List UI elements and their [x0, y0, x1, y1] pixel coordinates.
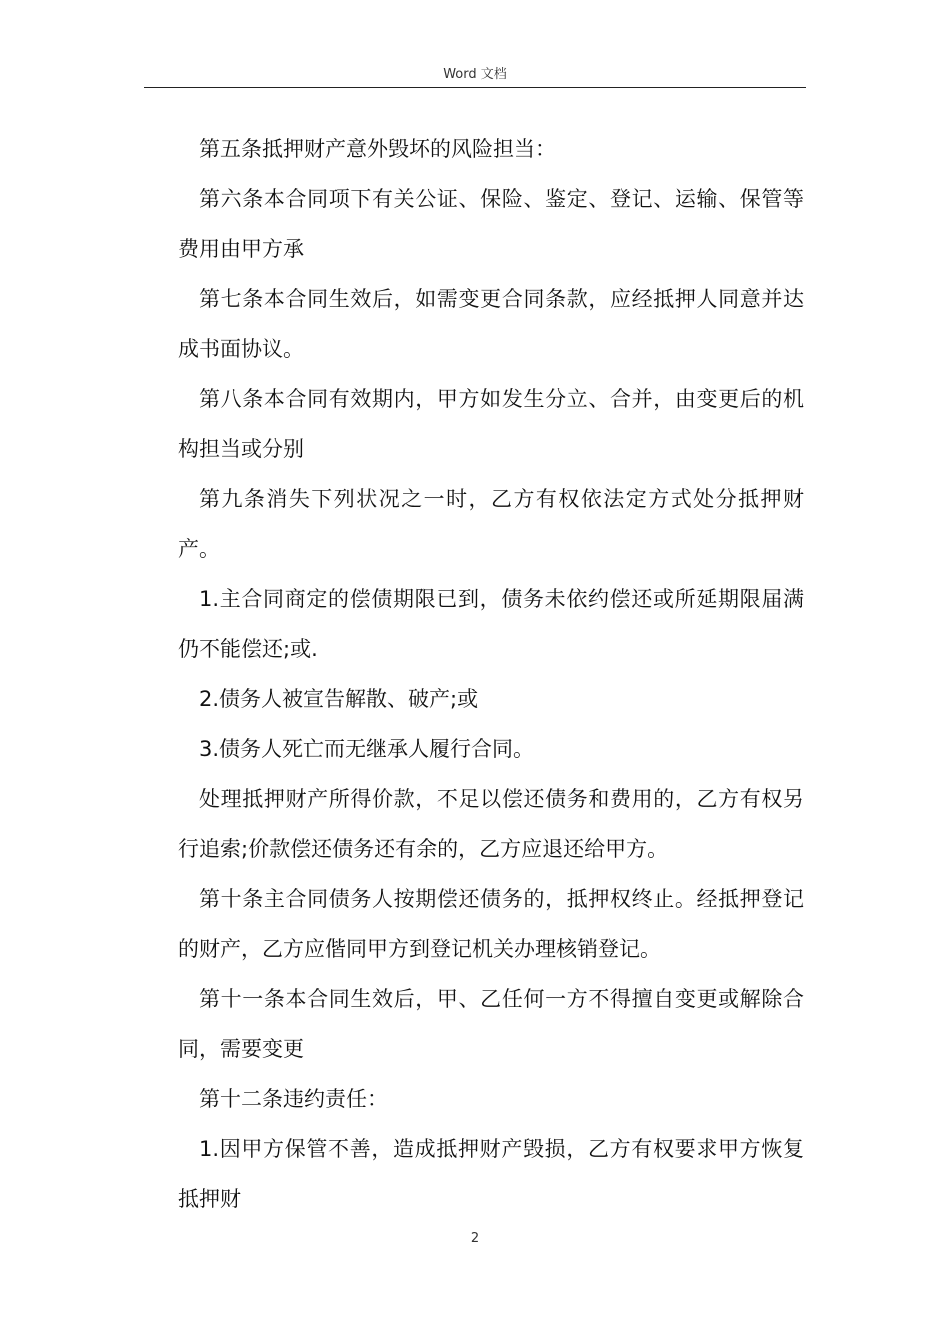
- header-divider: [144, 87, 806, 88]
- clause-8-paragraph: 第八条本合同有效期内，甲方如发生分立、合并，由变更后的机构担当或分别: [178, 387, 804, 461]
- clause-5-paragraph: 第五条抵押财产意外毁坏的风险担当：: [199, 137, 556, 161]
- clause-9-item-3: 3.债务人死亡而无继承人履行合同。: [199, 737, 535, 761]
- clause-6-paragraph: 第六条本合同项下有关公证、保险、鉴定、登记、运输、保管等费用由甲方承: [178, 187, 804, 261]
- clause-12-paragraph: 第十二条违约责任：: [199, 1087, 388, 1111]
- page-header-title: Word 文档: [443, 67, 507, 82]
- page-number: 2: [470, 1231, 480, 1246]
- clause-9-item-2: 2.债务人被宣告解散、破产;或: [199, 687, 479, 711]
- document-body: [178, 124, 804, 1224]
- clause-11-paragraph: 第十一条本合同生效后，甲、乙任何一方不得擅自变更或解除合同，需要变更: [178, 987, 804, 1061]
- clause-10-paragraph: 第十条主合同债务人按期偿还债务的，抵押权终止。经抵押登记的财产，乙方应偕同甲方到登记机关办理核销登记。: [178, 887, 804, 961]
- clause-12-item-1: 1.因甲方保管不善，造成抵押财产毁损，乙方有权要求甲方恢复抵押财: [178, 1137, 804, 1211]
- clause-9-paragraph: 第九条消失下列状况之一时，乙方有权依法定方式处分抵押财产。: [178, 487, 804, 561]
- clause-9-item-1: 1.主合同商定的偿债期限已到，债务未依约偿还或所延期限届满仍不能偿还;或.: [178, 587, 804, 661]
- proceeds-paragraph: 处理抵押财产所得价款，不足以偿还债务和费用的，乙方有权另行追索;价款偿还债务还有余的，乙方应退还给甲方。: [178, 787, 804, 861]
- clause-7-paragraph: 第七条本合同生效后，如需变更合同条款，应经抵押人同意并达成书面协议。: [178, 287, 804, 361]
